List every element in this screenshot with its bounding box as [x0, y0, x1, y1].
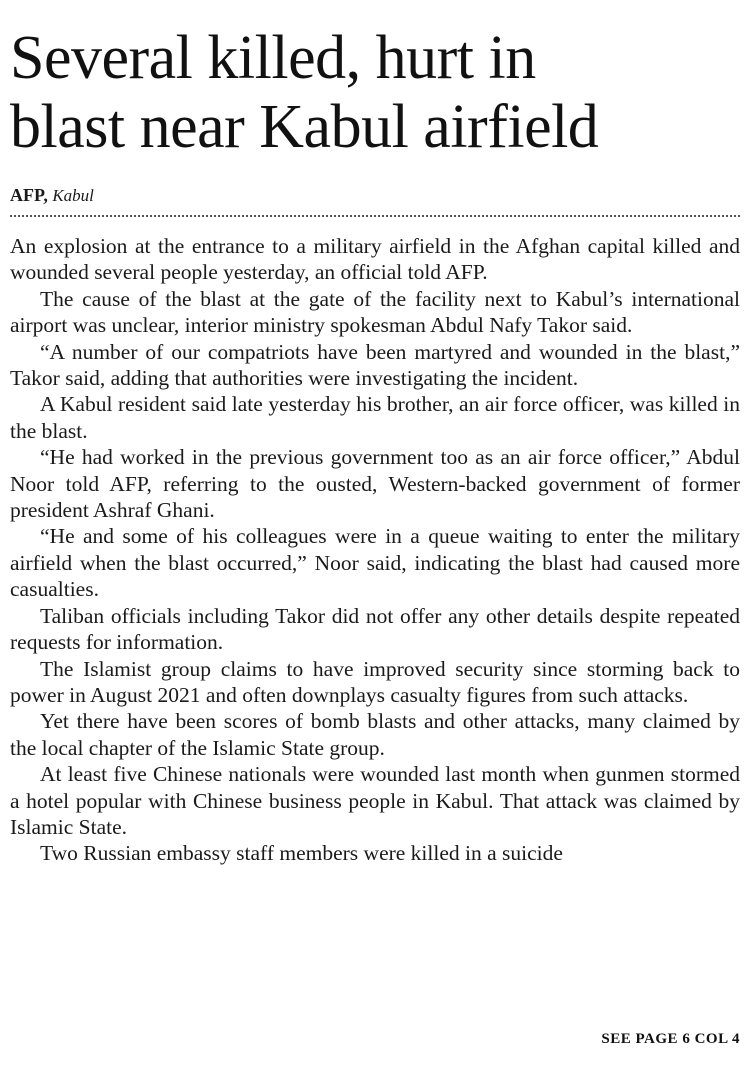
headline-line-2: blast near Kabul airfield	[10, 93, 599, 161]
paragraph: The cause of the blast at the gate of the facility next to Kabul’s international airport was unclear, interior ministry spokesman Abdul Nafy Takor said.	[10, 286, 740, 338]
paragraph: Yet there have been scores of bomb blasts and other attacks, many claimed by the local chapter of the Islamic State group.	[10, 709, 740, 760]
paragraph: A Kabul resident said late yesterday his brother, an air force officer, was killed in the blast.	[10, 392, 740, 443]
byline-dateline: Kabul	[52, 186, 94, 205]
continuation-jump-line: SEE PAGE 6 COL 4	[601, 1031, 740, 1047]
paragraph: Taliban officials including Takor did not offer any other details despite repeated requests for information.	[10, 603, 740, 655]
headline-line-1: Several killed, hurt in	[10, 24, 536, 92]
article-body	[10, 233, 740, 867]
paragraph: “He and some of his colleagues were in a queue waiting to enter the military airfield when the blast occurred,” Noor said, indicating the blast had caused more casualties.	[10, 524, 740, 602]
byline-agency: AFP,	[10, 185, 48, 205]
headline	[10, 24, 740, 162]
paragraph: At least five Chinese nationals were wounded last month when gunmen stormed a hotel popular with Chinese business people in Kabul. That attack was claimed by Islamic State.	[10, 762, 740, 839]
paragraph: “He had worked in the previous government too as an air force officer,” Abdul Noor told AFP, referring to the ousted, Western-backed government of former president Ashraf Ghani.	[10, 445, 740, 523]
paragraph: Two Russian embassy staff members were killed in a suicide	[40, 841, 563, 866]
byline	[10, 184, 740, 206]
paragraph: “A number of our compatriots have been martyred and wounded in the blast,” Takor said, adding that authorities were investigating the incident.	[10, 339, 740, 391]
paragraph: The Islamist group claims to have improved security since storming back to power in August 2021 and often downplays casualty figures from such attacks.	[10, 656, 740, 707]
dotted-divider	[10, 215, 740, 217]
paragraph: An explosion at the entrance to a military airfield in the Afghan capital killed and wounded several people yesterday, an official told AFP.	[10, 234, 740, 285]
news-article	[10, 0, 740, 867]
